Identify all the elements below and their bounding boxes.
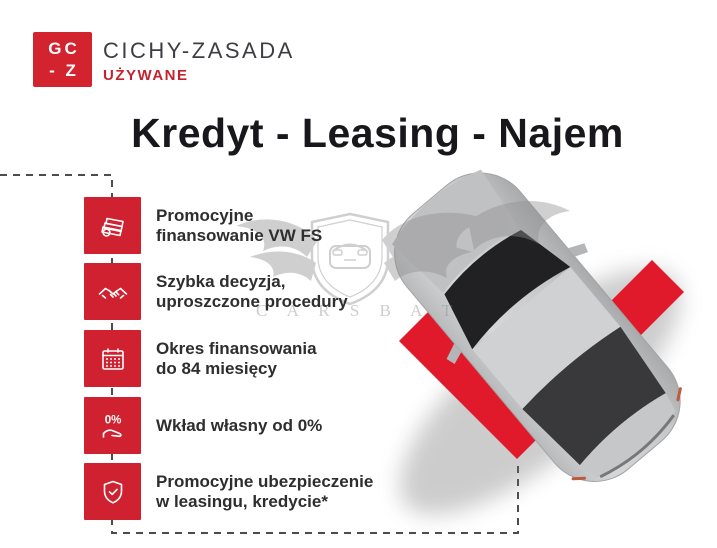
- list-item-financing: [84, 197, 322, 254]
- item-text-line: Szybka decyzja,: [156, 271, 286, 291]
- watermark-letters: C A R S B A T: [256, 301, 460, 320]
- item-text-line: do 84 miesięcy: [156, 358, 277, 378]
- item-text-line: finansowanie VW FS: [156, 225, 323, 245]
- zero-percent-label: 0%: [104, 414, 121, 426]
- item-text-line: Okres finansowania: [156, 338, 317, 358]
- money-icon: [84, 197, 141, 254]
- zero-percent-icon: [84, 397, 141, 454]
- list-item-decision: [84, 263, 348, 320]
- list-item-downpayment: [84, 397, 322, 454]
- item-text-line: Promocyjne: [156, 205, 254, 225]
- brand-name: CICHY-ZASADA: [103, 38, 295, 63]
- list-item-insurance: [84, 463, 373, 520]
- list-item-period: [84, 330, 317, 387]
- logo-line2: - Z: [49, 60, 79, 80]
- logo-line1: GC: [48, 39, 80, 59]
- shield-check-icon: [84, 463, 141, 520]
- item-text-line: uproszczone procedury: [156, 291, 348, 311]
- item-text-line: Promocyjne ubezpieczenie: [156, 471, 374, 491]
- brand-block: [103, 38, 295, 84]
- dealer-logo: [33, 32, 92, 87]
- page-title: Kredyt - Leasing - Najem: [131, 110, 624, 156]
- item-text-line: w leasingu, kredycie*: [156, 491, 328, 511]
- calendar-icon: [84, 330, 141, 387]
- handshake-icon: [84, 263, 141, 320]
- item-text-line: Wkład własny od 0%: [156, 415, 323, 435]
- brand-subtitle: UŻYWANE: [103, 67, 189, 84]
